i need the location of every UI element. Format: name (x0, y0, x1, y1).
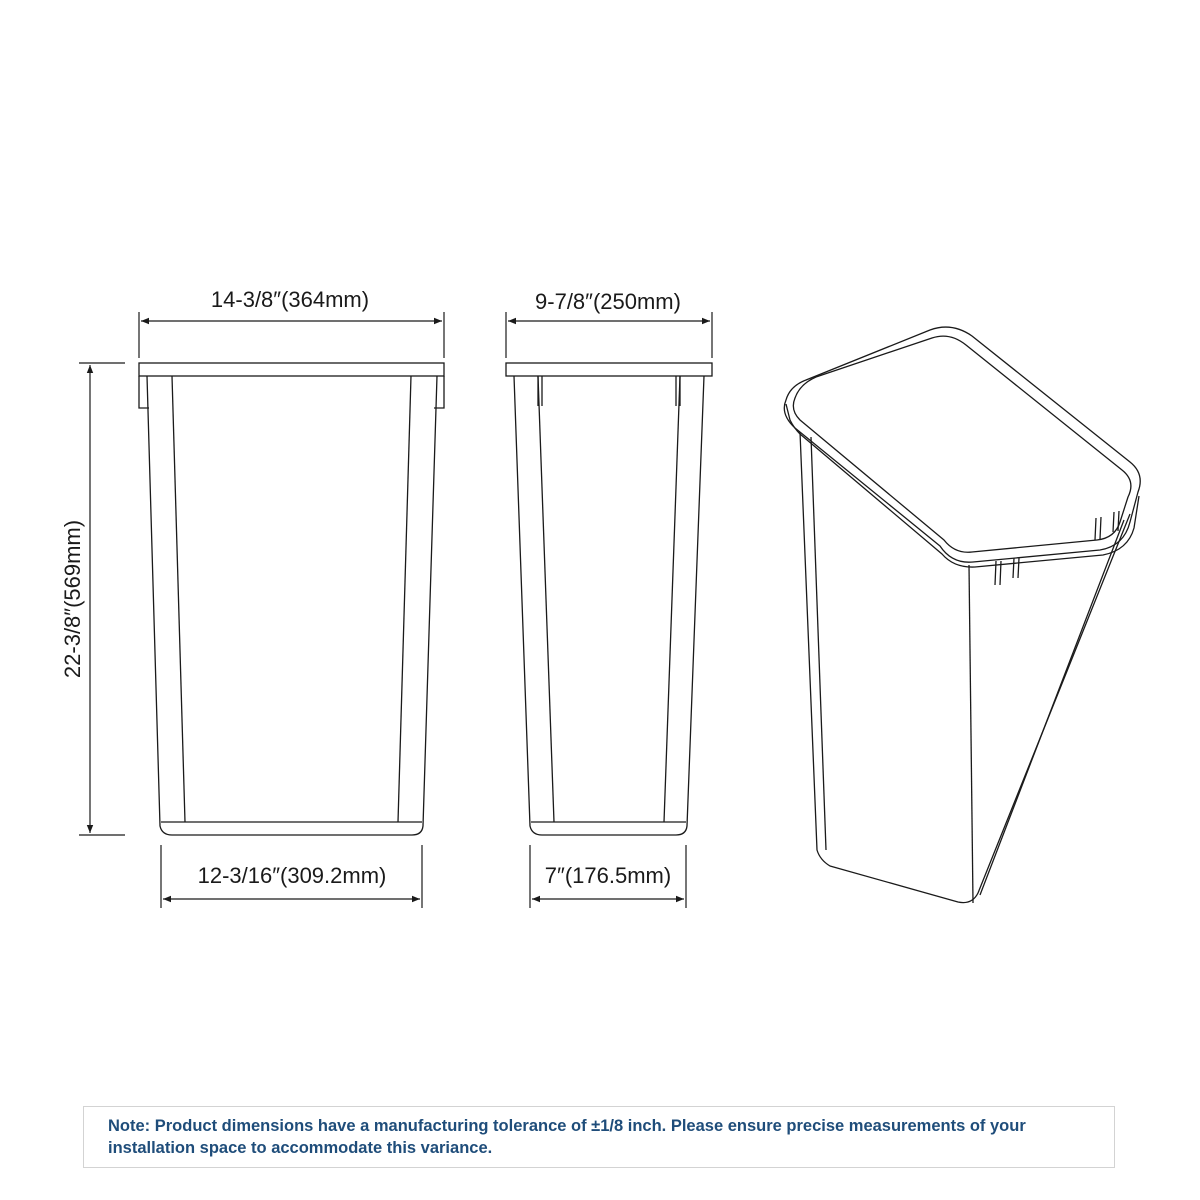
dim-height: 22-3/8″(569mm) (60, 519, 85, 679)
side-rim (506, 363, 712, 376)
side-body (514, 376, 704, 835)
front-view (139, 363, 444, 835)
front-body (147, 376, 437, 835)
front-rim-tab-right (434, 376, 444, 408)
side-view (506, 363, 712, 835)
iso-rim-inner (793, 336, 1131, 552)
tolerance-note-box (83, 1106, 1115, 1168)
front-rim (139, 363, 444, 376)
iso-rim-outer (784, 327, 1140, 562)
dim-top-width-front: 14-3/8″(364mm) (210, 287, 370, 312)
dim-top-width-side: 9-7/8″(250mm) (535, 289, 681, 314)
dimension-lines (79, 312, 712, 908)
isometric-view (784, 327, 1140, 903)
dim-bottom-width-side: 7″(176.5mm) (544, 863, 672, 888)
iso-body (800, 432, 1130, 903)
dim-bottom-width-front: 12-3/16″(309.2mm) (197, 863, 387, 888)
tolerance-note: Note: Product dimensions have a manufacturing tolerance of ±1/8 inch. Please ensure precise measurements of your installation space to accommodate this variance. (108, 1117, 1026, 1157)
